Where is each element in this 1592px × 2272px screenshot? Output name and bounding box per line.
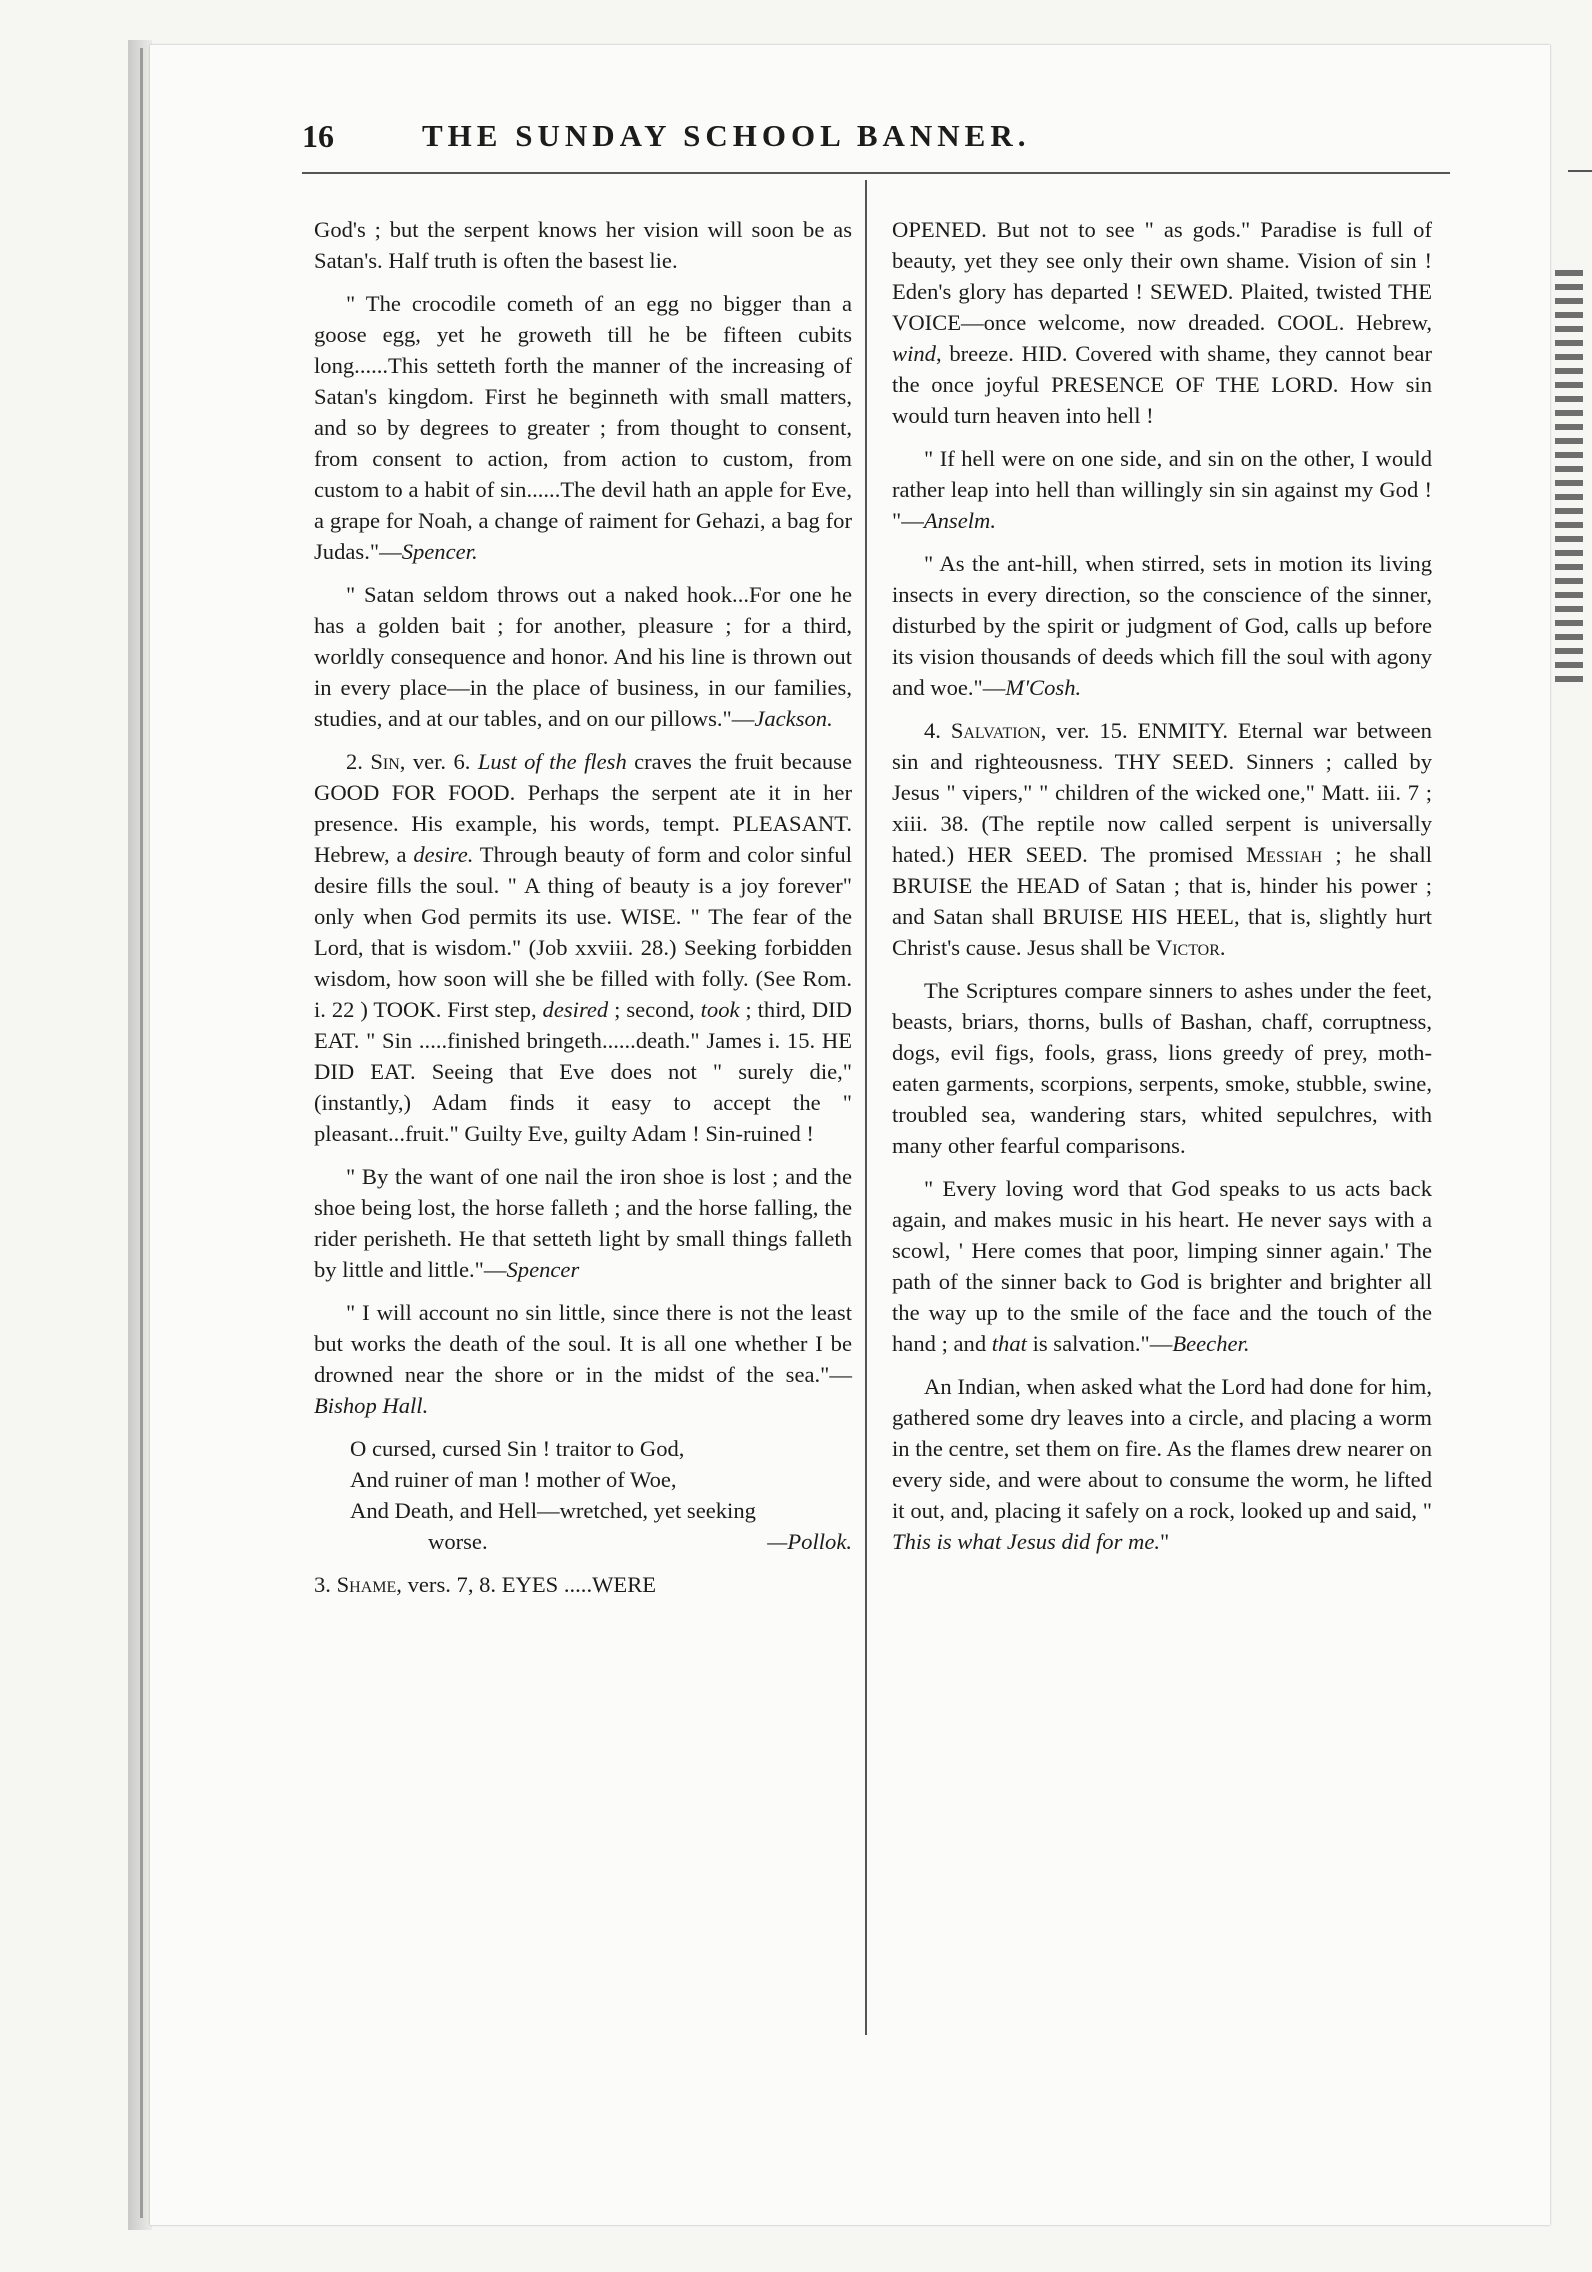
section-paragraph: 2. Sin, ver. 6. Lust of the flesh craves the fruit because GOOD FOR FOOD. Perhaps the serpent ate it in her presence. His example, his words, tempt. PLEASANT. Hebrew, a desire. Through beauty of form and color sinful desire fills the soul. " A thing of beauty is a joy forever" only when God permits its use. WISE. " The fear of the Lord, that is wisdom." (Job xxviii. 28.) Seeking forbidden wisdom, how soon will she be filled with folly. (See Rom. i. 22 ) TOOK. First step, desired ; second, took ; third, DID EAT. " Sin .....finished bringeth......death." James i. 15. HE DID EAT. Seeing that Eve does not " surely die," (instantly,) Adam finds it easy to accept the " pleasant...fruit." Guilty Eve, guilty Adam ! Sin-ruined ! [314,749,853,1146]
poem-line: And Death, and Hell—wretched, yet seeking [350,1498,756,1523]
adjacent-page-ornament [1555,270,1583,690]
quote-paragraph: " Satan seldom throws out a naked hook...For one he has a golden bait ; for another, pleasure ; for a third, worldly consequence and honor. And his line is thrown out in every place—in the place of business, in our families, studies, and at our tables, and on our pillows."—Jackson. [314,582,852,731]
column-divider [865,180,867,2035]
section-paragraph: 4. Salvation, ver. 15. ENMITY. Eternal war between sin and righteousness. THY SEED. Sinners ; called by Jesus " vipers," " children of the wicked one," Matt. iii. 7 ; xiii. 38. (The reptile now called serpent is universally hated.) HER SEED. The promised Messiah ; he shall BRUISE the HEAD of Satan ; that is, hinder his power ; and Satan shall BRUISE HIS HEEL, that is, slightly hurt Christ's cause. Jesus shall be Victor. [892,718,1432,960]
paragraph: God's ; but the serpent knows her vision will soon be as Satan's. Half truth is often the basest lie. [314,217,852,273]
attribution: Anselm. [923,508,996,533]
quote-paragraph: " If hell were on one side, and sin on the other, I would rather leap into hell than willingly sin sin against my God ! "—Anselm. [892,446,1432,533]
section-heading: Sin [370,749,400,774]
page-header [302,110,1202,170]
poem-line: O cursed, cursed Sin ! traitor to God, [350,1436,685,1461]
attribution: Jackson. [754,706,833,731]
paragraph: The Scriptures compare sinners to ashes under the feet, beasts, briars, thorns, bulls of Bashan, chaff, corruptness, dogs, evil figs, fools, grass, lions greedy of prey, moth-eaten garments, scorpions, serpents, smoke, stubble, swine, troubled sea, wandering stars, whited sepulchres, with many other fearful comparisons. [892,978,1432,1158]
poem-line: And ruiner of man ! mother of Woe, [350,1467,677,1492]
section-paragraph: 3. Shame, vers. 7, 8. EYES .....WERE [314,1572,657,1597]
poem-line: worse. —Pollok. [350,1526,852,1557]
quote-paragraph: " The crocodile cometh of an egg no bigger than a goose egg, yet he groweth till he be fifteen cubits long......This setteth forth the manner of the increasing of Satan's kingdom. First he beginneth with small matters, and so by degrees to greater ; from thought to consent, from consent to action, from action to custom, from custom to a habit of sin......The devil hath an apple for Eve, a grape for Noah, a change of raiment for Gehazi, a bag for Judas."—Spencer. [314,291,852,564]
section-heading: Shame [336,1572,397,1597]
poem-quote [350,1433,852,1557]
adjacent-page-rule [1568,170,1592,172]
left-column [314,214,852,1612]
section-heading: Salvation [950,718,1041,743]
attribution: Bishop Hall. [314,1393,429,1418]
quote-paragraph: " Every loving word that God speaks to us acts back again, and makes music in his heart. He never says with a scowl, ' Here comes that poor, limping sinner again.' The path of the sinner back to God is brighter and brighter all the way up to the smile of the face and the touch of the hand ; and that is salvation."—Beecher. [892,1176,1432,1356]
quote-paragraph: " As the ant-hill, when stirred, sets in motion its living insects in every direction, so the conscience of the sinner, disturbed by the spirit or judgment of God, calls up before its vision thousands of deeds which fill the soul with agony and woe."—M'Cosh. [892,551,1432,700]
right-column [892,214,1432,1569]
page-number: 16 [302,118,334,154]
attribution: —Pollok. [767,1529,852,1554]
running-title: THE SUNDAY SCHOOL BANNER. [422,118,1031,153]
attribution: M'Cosh. [1005,675,1082,700]
attribution: Spencer. [401,539,478,564]
attribution: Spencer [506,1257,580,1282]
paragraph: OPENED. But not to see " as gods." Paradise is full of beauty, yet they see only their own shame. Vision of sin ! Eden's glory has departed ! SEWED. Plaited, twisted THE VOICE—once welcome, now dreaded. COOL. Hebrew, wind, breeze. HID. Covered with shame, they cannot bear the once joyful PRESENCE OF THE LORD. How sin would turn heaven into hell ! [892,217,1432,428]
quote-paragraph: " I will account no sin little, since there is not the least but works the death of the soul. It is all one whether I be drowned near the shore or in the midst of the sea."—Bishop Hall. [314,1300,852,1418]
attribution: Beecher. [1172,1331,1250,1356]
scan-binding-line [140,48,143,2218]
quote-paragraph: " By the want of one nail the iron shoe is lost ; and the shoe being lost, the horse falleth ; and the horse falling, the rider perisheth. He that setteth light by small things falleth by little and little."—Spencer [314,1164,852,1282]
header-rule [302,172,1450,174]
paragraph: An Indian, when asked what the Lord had done for him, gathered some dry leaves into a circle, and placing a worm in the centre, set them on fire. As the flames drew nearer on every side, and were about to consume the worm, he lifted it out, and, placing it safely on a rock, looked up and said, " This is what Jesus did for me." [892,1374,1432,1554]
